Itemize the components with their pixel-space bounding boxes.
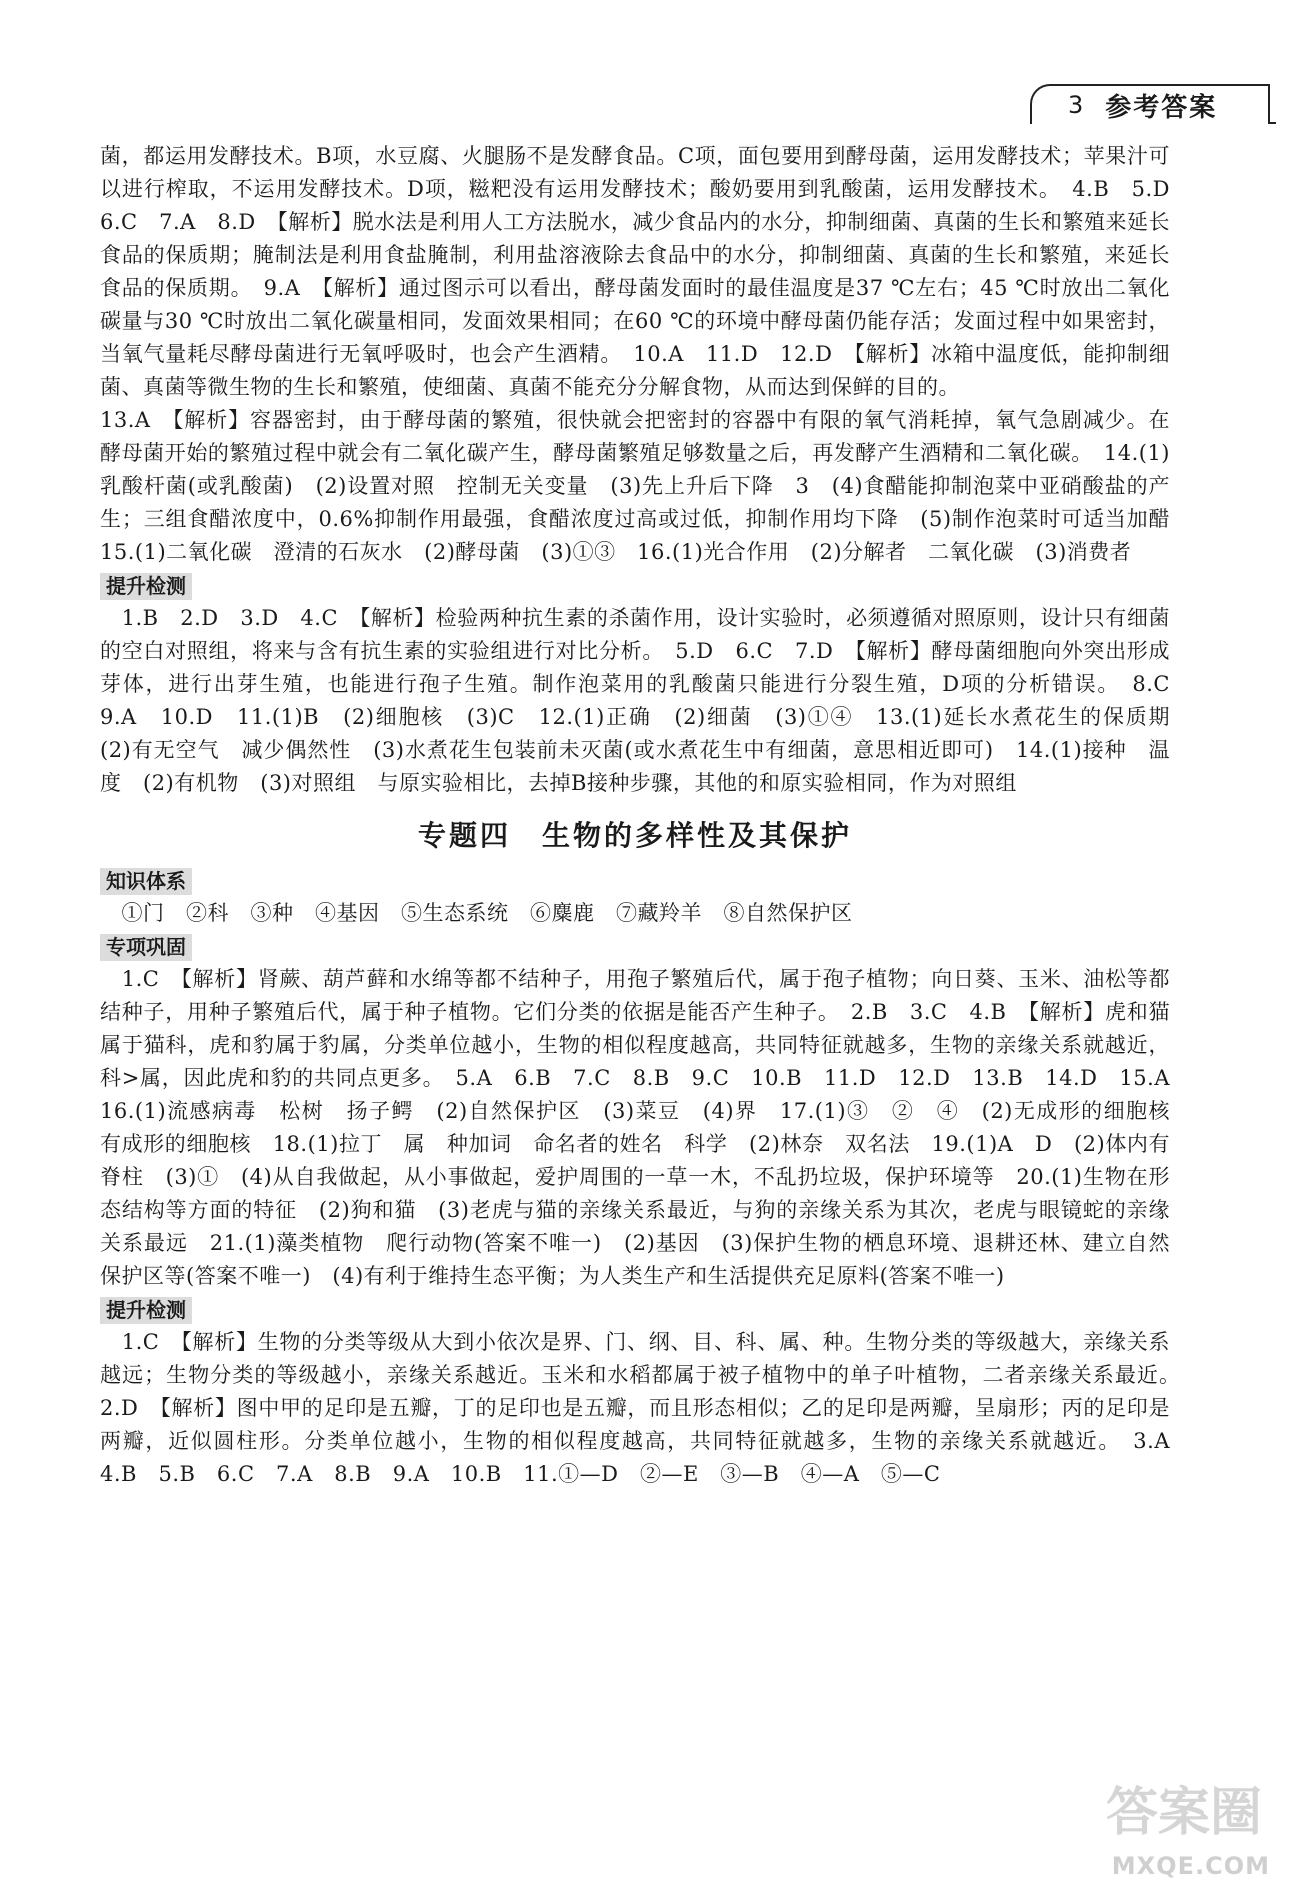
watermark-logo: 答案圈 <box>1105 1783 1262 1843</box>
chapter-title: 专题四 生物的多样性及其保护 <box>417 819 852 852</box>
section-label-zhishi: 知识体系 <box>100 868 192 895</box>
section-label-tisheng: 提升检测 <box>100 573 192 600</box>
answer-paragraph: 1.B 2.D 3.D 4.C 【解析】检验两种抗生素的杀菌作用，设计实验时，必须遵循对照原则，设计只有细菌的空白对照组，将来与含有抗生素的实验组进行对比分析。 5.D 6.C 7.D 【解析】酵母菌细胞向外突出形成芽体，进行出芽生殖，也能进行孢子生殖。制作泡菜用的乳酸菌只能进行分裂生殖，D项的分析错误。 8.C 9.A 10.D 11.(1)B (2)细胞核 (3)C 12.(1)正确 (2)细菌 (3)①④ 13.(1)延长水煮花生的保质期 (2)有无空气 减少偶然性 (3)水煮花生包装前未灭菌(或水煮花生中有细菌，意思相近即可) 14.(1)接种 温度 (2)有机物 (3)对照组 与原实验相比，去掉B接种步骤，其他的和原实验相同，作为对照组 <box>100 606 1192 795</box>
header-title: 参考答案 <box>1105 92 1218 123</box>
page-header <box>1030 84 1270 124</box>
page-number: 3 <box>1068 91 1084 119</box>
answer-paragraph: 1.C 【解析】肾蕨、葫芦藓和水绵等都不结种子，用孢子繁殖后代，属于孢子植物；向日葵、玉米、油松等都结种子，用种子繁殖后代，属于种子植物。它们分类的依据是能否产生种子。 2.B 3.C 4.B 【解析】虎和猫属于猫科，虎和豹属于豹属，分类单位越小，生物的相似程度越高，共同特征就越多，生物的亲缘关系就越近，科>属，因此虎和豹的共同点更多。 5.A 6.B 7.C 8.B 9.C 10.B 11.D 12.D 13.B 14.D 15.A 16.(1)流感病毒 松树 扬子鳄 (2)自然保护区 (3)菜豆 (4)界 17.(1)③ ② ④ (2)无成形的细胞核 有成形的细胞核 18.(1)拉丁 属 种加词 命名者的姓名 科学 (2)林奈 双名法 19.(1)A D (2)体内有脊柱 (3)① (4)从自我做起，从小事做起，爱护周围的一草一木，不乱扔垃圾，保护环境等 20.(1)生物在形态结构等方面的特征 (2)狗和猫 (3)老虎与猫的亲缘关系最近，与狗的亲缘关系为其次，老虎与眼镜蛇的亲缘关系最远 21.(1)藻类植物 爬行动物(答案不唯一) (2)基因 (3)保护生物的栖息环境、退耕还林、建立自然保护区等(答案不唯一) (4)有利于维持生态平衡；为人类生产和生活提供充足原料(答案不唯一) <box>100 967 1192 1288</box>
section-label-zhuanxiang: 专项巩固 <box>100 934 192 961</box>
watermark <box>1070 1770 1270 1880</box>
answer-paragraph: 菌，都运用发酵技术。B项，水豆腐、火腿肠不是发酵食品。C项，面包要用到酵母菌，运用发酵技术；苹果汁可以进行榨取，不运用发酵技术。D项，糍粑没有运用发酵技术；酸奶要用到乳酸菌，运用发酵技术。 4.B 5.D 6.C 7.A 8.D 【解析】脱水法是利用人工方法脱水，减少食品内的水分，抑制细菌、真菌的生长和繁殖来延长食品的保质期；腌制法是利用食盐腌制，利用盐溶液除去食品中的水分，抑制细菌、真菌的生长和繁殖，来延长食品的保质期。 9.A 【解析】通过图示可以看出，酵母菌发面时的最佳温度是37 ℃左右；45 ℃时放出二氧化碳量与30 ℃时放出二氧化碳量相同，发面效果相同；在60 ℃的环境中酵母菌仍能存活；发面过程中如果密封，当氧气量耗尽酵母菌进行无氧呼吸时，也会产生酒精。 10.A 11.D 12.D 【解析】冰箱中温度低，能抑制细菌、真菌等微生物的生长和繁殖，使细菌、真菌不能充分分解食物，从而达到保鲜的目的。 <box>100 144 1192 399</box>
answer-content <box>100 140 1192 1491</box>
answer-paragraph: 1.C 【解析】生物的分类等级从大到小依次是界、门、纲、目、科、属、种。生物分类的等级越大，亲缘关系越远；生物分类的等级越小，亲缘关系越近。玉米和水稻都属于被子植物中的单子叶植物，二者亲缘关系最近。 2.D 【解析】图中甲的足印是五瓣，丁的足印也是五瓣，而且形态相似；乙的足印是两瓣，呈扇形；丙的足印是两瓣，近似圆柱形。分类单位越小，生物的相似程度越高，共同特征就越多，生物的亲缘关系就越近。 3.A 4.B 5.B 6.C 7.A 8.B 9.A 10.B 11.①—D ②—E ③—B ④—A ⑤—C <box>100 1330 1192 1486</box>
watermark-site: MXQE.COM <box>1111 1852 1270 1880</box>
answer-paragraph: ①门 ②科 ③种 ④基因 ⑤生态系统 ⑥麋鹿 ⑦藏羚羊 ⑧自然保护区 <box>100 901 853 925</box>
answer-paragraph: 13.A 【解析】容器密封，由于酵母菌的繁殖，很快就会把密封的容器中有限的氧气消耗掉，氧气急剧减少。在酵母菌开始的繁殖过程中就会有二氧化碳产生，酵母菌繁殖足够数量之后，再发酵产生酒精和二氧化碳。 14.(1)乳酸杆菌(或乳酸菌) (2)设置对照 控制无关变量 (3)先上升后下降 3 (4)食醋能抑制泡菜中亚硝酸盐的产生；三组食醋浓度中，0.6%抑制作用最强，食醋浓度过高或过低，抑制作用均下降 (5)制作泡菜时可适当加醋 15.(1)二氧化碳 澄清的石灰水 (2)酵母菌 (3)①③ 16.(1)光合作用 (2)分解者 二氧化碳 (3)消费者 <box>100 408 1192 564</box>
section-label-tisheng: 提升检测 <box>100 1297 192 1324</box>
